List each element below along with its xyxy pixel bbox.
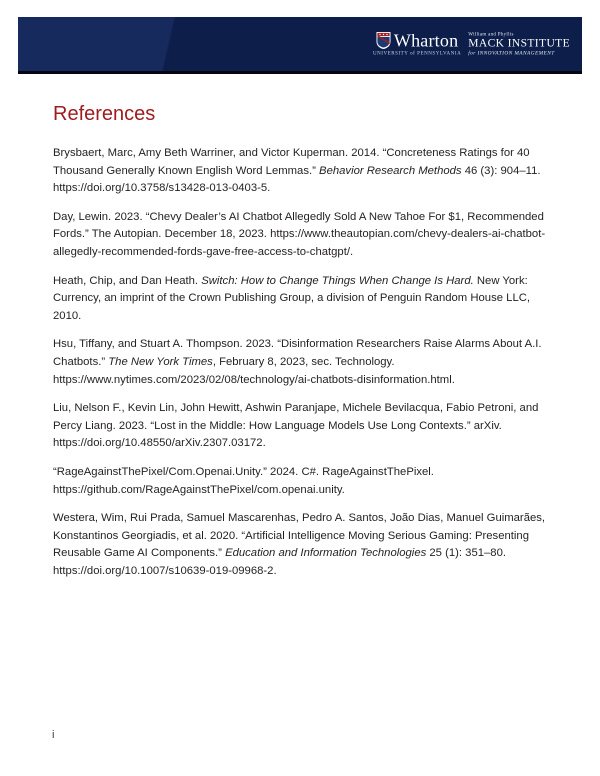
mack-institute-logo-block bbox=[468, 32, 570, 56]
reference-journal-italic: Education and Information Technologies bbox=[225, 547, 427, 560]
reference-entry-5 bbox=[53, 400, 553, 453]
header-banner bbox=[18, 17, 582, 74]
reference-text: Hsu, Tiffany, and Stuart A. Thompson. 2023. “Disinformation Researchers Raise Alarms About A.I. Chatbots.” bbox=[53, 338, 542, 368]
university-of-pennsylvania-label: UNIVERSITY of PENNSYLVANIA bbox=[372, 51, 462, 57]
wharton-wordmark: Wharton bbox=[393, 30, 459, 51]
reference-text: Liu, Nelson F., Kevin Lin, John Hewitt, Ashwin Paranjape, Michele Bevilacqua, Fabio Petroni, and Percy Liang. 2023. “Lost in the Middle: How Language Models Use Long Contexts.” arXiv. https://doi.org/10.48550/arXiv.2307.03172. bbox=[53, 402, 539, 450]
reference-text: Westera, Wim, Rui Prada, Samuel Mascarenhas, Pedro A. Santos, João Dias, Manuel Guimarães, Konstantinos Georgiadis, et al. 2020. “Artificial Intelligence Moving Serious Gaming: Presenting Reusable Game AI Components.” bbox=[53, 512, 546, 560]
reference-text: 25 (1): 351–80. https://doi.org/10.1007/s10639-019-09968-2. bbox=[53, 547, 507, 577]
mack-institute-tagline: for INNOVATION MANAGEMENT bbox=[468, 50, 555, 56]
page-number: i bbox=[52, 729, 55, 741]
reference-entry-7 bbox=[53, 510, 553, 580]
wharton-logo-block bbox=[373, 32, 461, 57]
reference-entry-6 bbox=[53, 464, 553, 499]
reference-text: Heath, Chip, and Dan Heath. bbox=[53, 274, 202, 287]
mack-institute-benefactor-label: William and Phyllis bbox=[468, 32, 514, 37]
reference-journal-italic: Behavior Research Methods bbox=[319, 164, 462, 177]
reference-text: Day, Lewin. 2023. “Chevy Dealer’s AI Chatbot Allegedly Sold A New Tahoe For $1, Recommended Fords.” The Autopian. December 18, 2023. https://www.theautopian.com/chevy-dealers-ai-chatbot-allegedly-recommended-fords-gave-free-access-to-chatgpt/. bbox=[53, 210, 546, 258]
reference-book-title-italic: Switch: How to Change Things When Change Is Hard. bbox=[201, 274, 474, 287]
reference-entry-2 bbox=[53, 209, 553, 262]
reference-text: Brysbaert, Marc, Amy Beth Warriner, and Victor Kuperman. 2014. “Concreteness Ratings for 40 Thousand Generally Known English Word Lemmas.” bbox=[53, 147, 530, 177]
page-title: References bbox=[53, 103, 156, 125]
reference-text: “RageAgainstThePixel/Com.Openai.Unity.” 2024. C#. RageAgainstThePixel. https://github.com/RageAgainstThePixel/com.openai.unity. bbox=[53, 465, 434, 496]
wharton-mack-logo bbox=[373, 32, 570, 57]
reference-text: New York: Currency, an imprint of the Crown Publishing Group, a division of Penguin Random House LLC, 2010. bbox=[53, 274, 531, 322]
wharton-shield-icon bbox=[376, 32, 391, 50]
reference-text: , February 8, 2023, sec. Technology. https://www.nytimes.com/2023/02/08/technology/ai-chatbots-disinformation.html. bbox=[53, 355, 455, 386]
reference-text: 46 (3): 904–11. https://doi.org/10.3758/s13428-013-0403-5. bbox=[53, 164, 541, 195]
reference-entry-1 bbox=[53, 145, 553, 198]
reference-publication-italic: The New York Times bbox=[108, 355, 213, 368]
references-section bbox=[53, 102, 553, 591]
mack-institute-name: MACK INSTITUTE bbox=[468, 37, 570, 49]
reference-entry-3 bbox=[53, 273, 553, 326]
reference-entry-4 bbox=[53, 336, 553, 389]
